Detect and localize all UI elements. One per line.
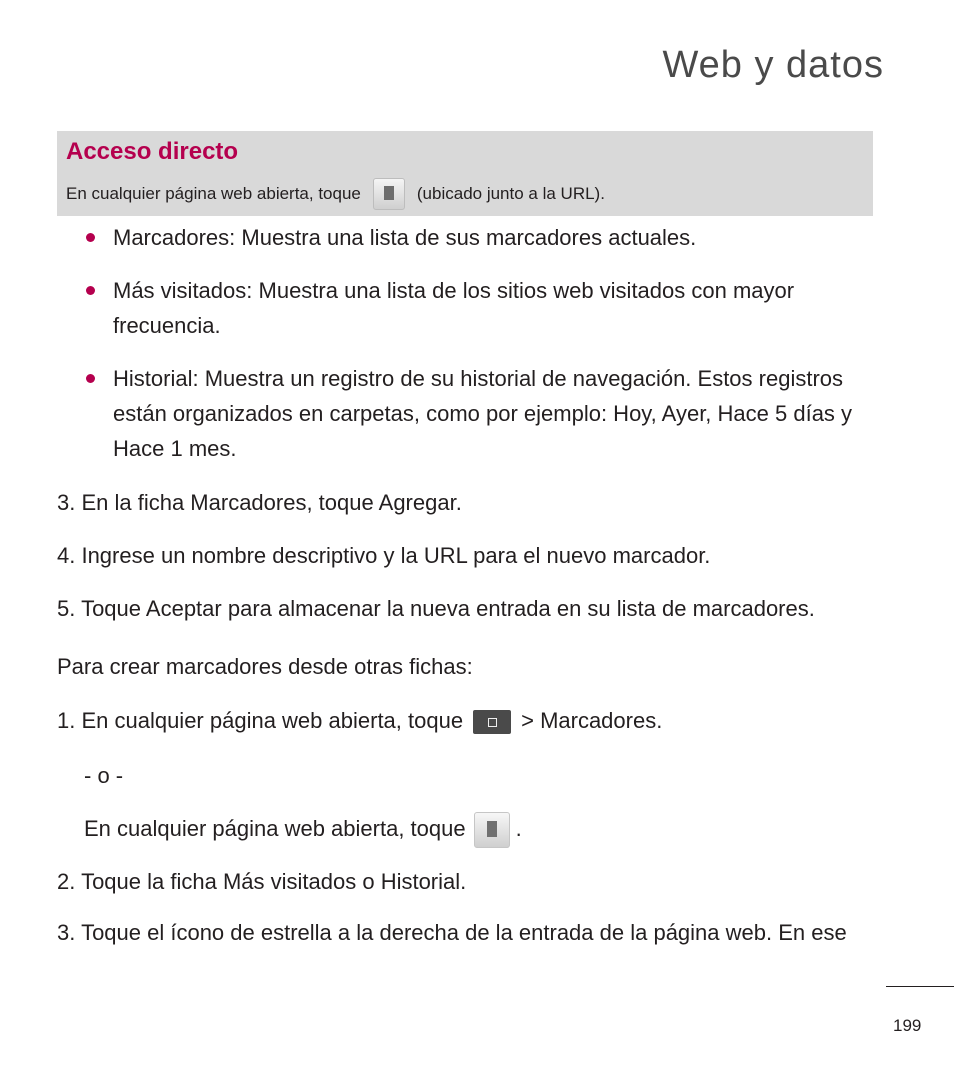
bullet-text-line2: frecuencia. [113,313,221,338]
step-3 [57,485,462,520]
bullet-dot [86,374,95,383]
shortcut-heading: Acceso directo [66,138,239,165]
step-5 [57,591,815,626]
subheading: Para crear marcadores desde otras fichas: [57,654,473,679]
alt-step [84,811,522,848]
footer-rule [886,986,954,987]
page-number: 199 [893,1016,922,1035]
bullet-term: Historial [113,366,193,391]
step-text: 2. Toque la ficha [57,869,223,894]
sub-step-1 [57,703,662,738]
bullet-text-line2: están organizados en carpetas, como por ejemplo: Hoy, Ayer, Hace 5 días y [113,401,853,426]
step-text: . [656,708,663,733]
step-text: 3. En la ficha Marcadores, toque [57,490,379,515]
step-text: 5. Toque [57,596,146,621]
shortcut-text-before: En cualquier página web abierta, toque [66,184,361,203]
menu-icon [473,710,511,734]
bullet-text: : Muestra un registro de su historial de navegación. Estos registros [192,366,844,391]
bookmark-icon [373,178,405,210]
shortcut-text [66,178,605,210]
step-text: 1. En cualquier página web abierta, toque [57,708,464,733]
bullet-mas-visitados [113,273,794,308]
step-text: o [356,869,381,894]
step-text: . [515,816,522,841]
step-bold: Marcadores [540,708,657,733]
step-text: para almacenar la nueva entrada en su lista de marcadores. [221,596,815,621]
step-bold: Agregar. [378,490,462,515]
bullet-text-line3: Hace 1 mes. [113,436,237,461]
sub-step-2 [57,864,466,899]
step-4: 4. Ingrese un nombre descriptivo y la URL para el nuevo marcador. [57,543,711,568]
bullet-historial [113,361,843,396]
bookmark-icon [474,812,510,848]
bullet-text: : Muestra una lista de sus marcadores actuales. [229,225,697,250]
step-bold: Historial [380,869,461,894]
step-bold: Aceptar [145,596,222,621]
bullet-marcadores [113,220,696,255]
arrow-text: > [521,708,534,733]
sub-step-3: 3. Toque el ícono de estrella a la derecha de la entrada de la página web. En ese [57,920,847,945]
shortcut-text-after: (ubicado junto a la URL). [416,184,605,203]
bullet-term: Marcadores [113,225,230,250]
step-text: . [460,869,467,894]
step-bold: Más visitados [222,869,357,894]
bullet-term: Más visitados [113,278,247,303]
bullet-dot [86,286,95,295]
bullet-text: : Muestra una lista de los sitios web visitados con mayor [246,278,795,303]
page-title: Web y datos [662,44,884,86]
or-separator: - o - [84,763,124,788]
bullet-dot [86,233,95,242]
step-text: En cualquier página web abierta, toque [84,816,466,841]
